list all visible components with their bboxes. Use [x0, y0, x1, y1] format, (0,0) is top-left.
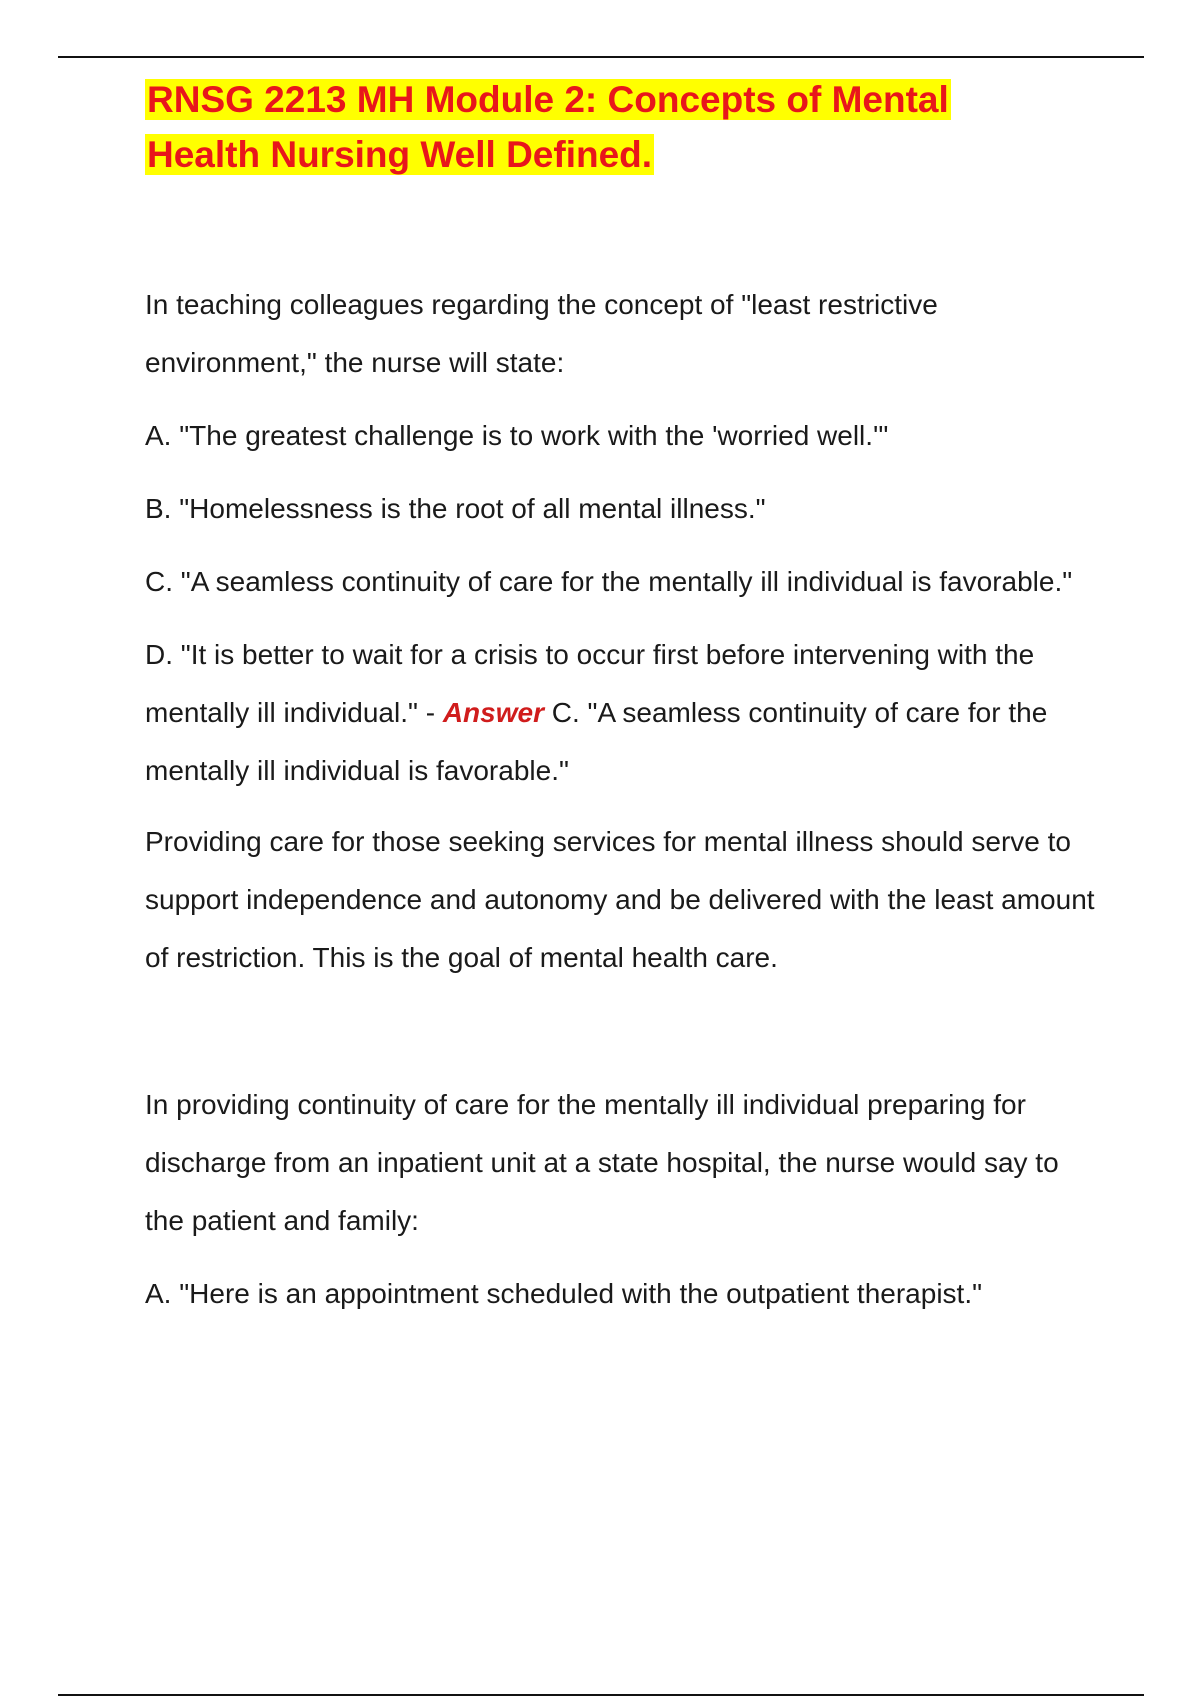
question-1-stem: In teaching colleagues regarding the concept of "least restrictive environment," the nurse will state: [145, 289, 938, 378]
question-2-stem: In providing continuity of care for the mentally ill individual preparing for discharge from an inpatient unit at a state hospital, the nurse would say to the patient and family: [145, 1089, 1059, 1236]
question-1-option-d: D. "It is better to wait for a crisis to occur first before intervening with the mentally ill individual." - [145, 639, 1035, 728]
question-1-option-d-with-answer [145, 626, 1105, 800]
header-rule [58, 56, 1144, 58]
title-line-2: Health Nursing Well Defined. [147, 134, 653, 175]
question-1-option-a: A. "The greatest challenge is to work with the 'worried well.'" [145, 420, 889, 451]
footer-rule [58, 1694, 1144, 1696]
title-line-1: RNSG 2213 MH Module 2: Concepts of Mental [147, 79, 949, 120]
question-2-option-a: A. "Here is an appointment scheduled with the outpatient therapist." [145, 1278, 983, 1309]
question-1-option-b: B. "Homelessness is the root of all mental illness." [145, 493, 766, 524]
answer-text: C. "A seamless continuity of care for the mentally ill individual is favorable." [145, 697, 1048, 786]
answer-label: Answer [442, 697, 544, 728]
question-1-option-c: C. "A seamless continuity of care for the mentally ill individual is favorable." [145, 566, 1073, 597]
document-page [145, 72, 1105, 1323]
question-1-rationale: Providing care for those seeking services for mental illness should serve to support independence and autonomy and be delivered with the least amount of restriction. This is the goal of mental health care. [145, 826, 1095, 973]
document-title [145, 72, 1105, 182]
